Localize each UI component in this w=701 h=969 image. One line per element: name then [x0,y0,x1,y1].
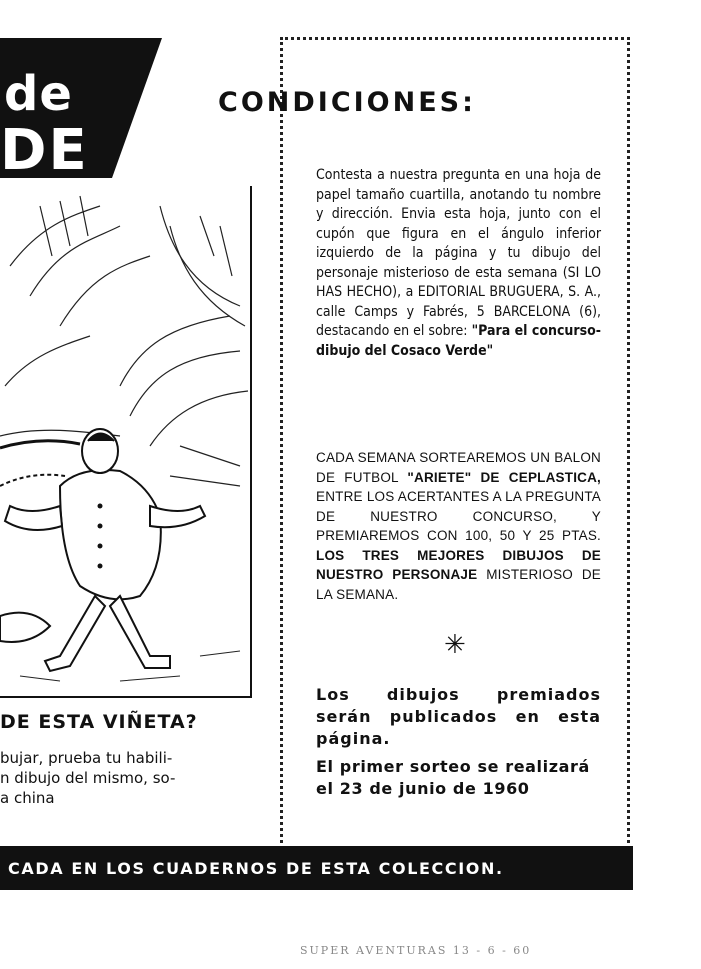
publish-notice: Los dibujos premiados serán publicados en esta página. [316,685,601,748]
footer-banner-text: CADA EN LOS CUADERNOS DE ESTA COLECCION. [8,858,504,878]
prize-best-drawings: LOS TRES MEJORES DIBUJOS DE NUESTRO PERSONAJE [316,547,601,582]
title-banner [0,38,162,183]
prize-ball-brand: "ARIETE" DE CEPLASTICA, [407,469,601,485]
prize-text-3: MISTERIOSO DE LA SEMANA. [316,567,601,602]
banner-line-2: DE [0,118,89,183]
footer-banner [0,846,633,890]
prize-text-2: ENTRE LOS ACERTANTES A LA PREGUNTA DE NUESTRO CONCURSO, Y PREMIAREMOS CON 100, 50 Y 25 PTAS. [316,489,601,543]
conditions-title: CONDICIONES: [218,87,476,118]
banner-line-1: de [4,66,73,122]
comic-panel-illustration [0,186,252,698]
question-text: bujar, prueba tu habili- n dibujo del mismo, so- a china [0,749,176,807]
prize-text-1: CADA SEMANA SORTEAREMOS UN BALON DE FUTBOL [316,450,601,485]
question-title: DE ESTA VIÑETA? [0,711,198,733]
conditions-paragraph-text: Contesta a nuestra pregunta en una hoja de papel tamaño cuartilla, anotando tu nombre y dirección. Envia esta hoja, junto con el cupón que figura en el ángulo inferior izquierdo de la página y tu dibujo del personaje misterioso de esta semana (SI LO HAS HECHO), a EDITORIAL BRUGUERA, S. A., calle Camps y Fabrés, 5 BARCELONA (6), destacando en el sobre: [316,167,601,339]
asterisk-icon: ✳ [444,630,466,660]
running-figure-drawing [0,186,250,696]
page-footer: SUPER AVENTURAS 13 - 6 - 60 [300,944,532,957]
conditions-paragraph [316,166,601,361]
draw-date-notice: El primer sorteo se realizará el 23 de junio de 1960 [316,757,590,798]
prize-paragraph [316,448,601,604]
conditions-envelope-label: "Para el concurso-dibujo del Cosaco Verde" [316,323,601,359]
